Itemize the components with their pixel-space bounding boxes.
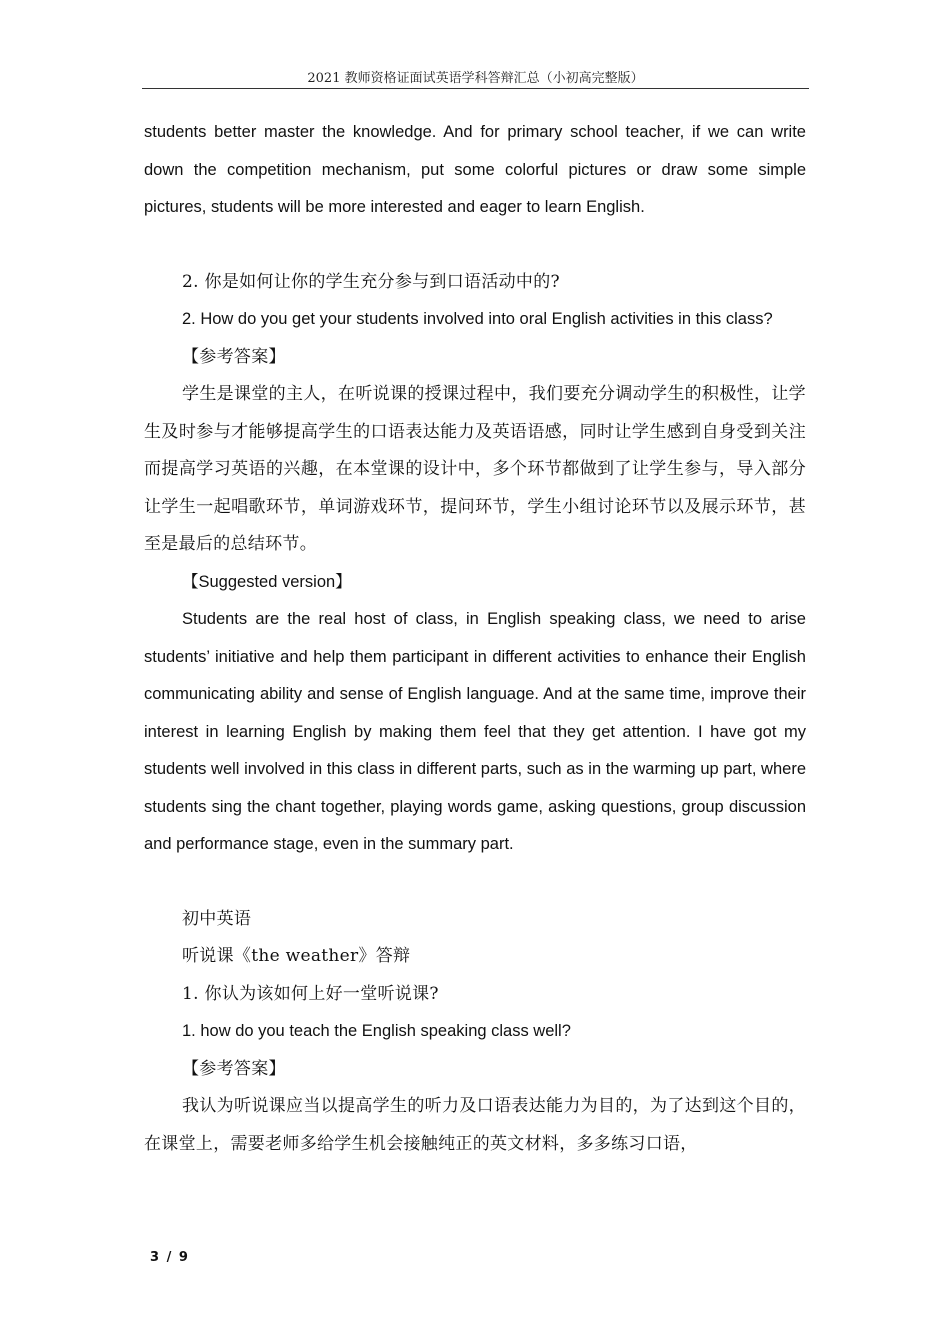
answer-1-cn: 我认为听说课应当以提高学生的听力及口语表达能力为目的，为了达到这个目的，在课堂上，需要老师多给学生机会接触纯正的英文材料，多多练习口语， — [144, 1096, 806, 1154]
header-divider — [142, 88, 809, 89]
question-1-en: 1. how do you teach the English speaking class well? — [182, 1022, 571, 1040]
paragraph-gap — [144, 864, 806, 901]
paragraph-gap — [144, 227, 806, 264]
answer-label-cn: 【参考答案】 — [182, 346, 286, 367]
document-body — [144, 114, 806, 1163]
section-lesson-title: 听说课《the weather》答辩 — [182, 946, 411, 966]
continued-paragraph: students better master the knowledge. And for primary school teacher, if we can write down the competition mechanism, put some colorful pictures or draw some simple pictures, students will be more interested and eager to learn English. — [144, 123, 806, 216]
page-number: 3 / 9 — [150, 1250, 188, 1265]
answer-label-cn: 【参考答案】 — [182, 1058, 286, 1079]
question-2-en: 2. How do you get your students involved into oral English activities in this class? — [182, 310, 773, 328]
section-level: 初中英语 — [182, 908, 252, 929]
question-1-cn: 1. 你认为该如何上好一堂听说课? — [182, 983, 439, 1004]
answer-label-en: 【Suggested version】 — [182, 572, 352, 591]
question-2-cn: 2. 你是如何让你的学生充分参与到口语活动中的? — [182, 271, 560, 292]
answer-2-cn: 学生是课堂的主人，在听说课的授课过程中，我们要充分调动学生的积极性，让学生及时参与才能够提高学生的口语表达能力及英语语感，同时让学生感到自身受到关注而提高学习英语的兴趣，在本堂课的设计中，多个环节都做到了让学生参与，导入部分让学生一起唱歌环节，单词游戏环节，提问环节，学生小组讨论环节以及展示环节，甚至是最后的总结环节。 — [144, 384, 806, 554]
page-header-title: 2021 教师资格证面试英语学科答辩汇总（小初高完整版） — [307, 71, 644, 86]
answer-2-en: Students are the real host of class, in English speaking class, we need to arise students’ initiative and help them participant in different activities to enhance their English communicating ability and sense of English language. And at the same time, improve their interest in learning English by making them feel that they get attention. I have got my students well involved in this class in different parts, such as in the warming up part, where students sing the chant together, playing words game, asking questions, group discussion and performance stage, even in the summary part. — [144, 610, 806, 853]
